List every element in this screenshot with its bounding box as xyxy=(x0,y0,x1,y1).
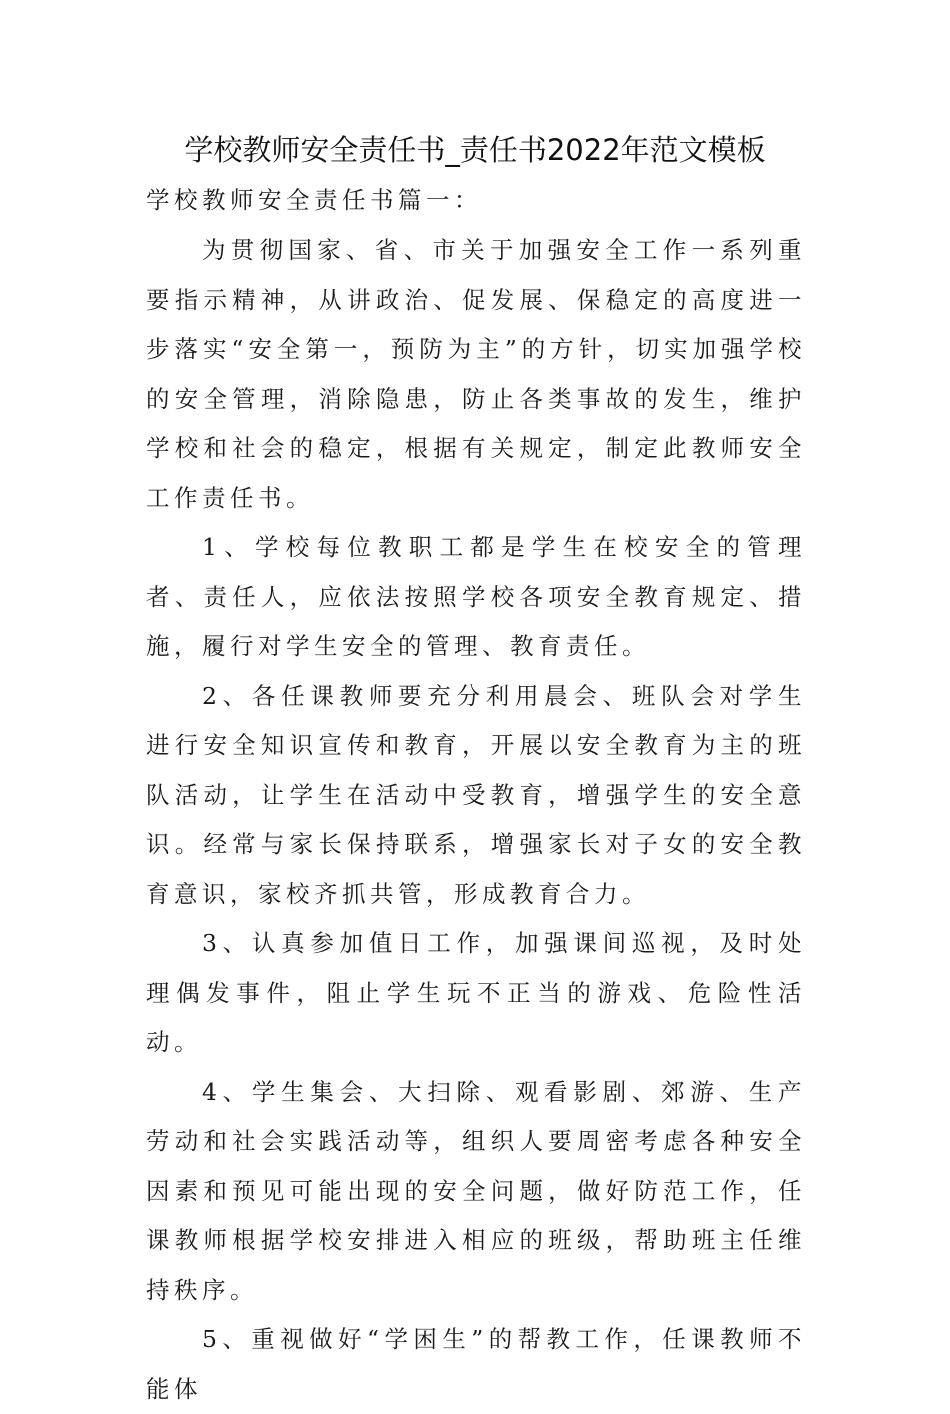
document-title: 学校教师安全责任书_责任书2022年范文模板 xyxy=(184,133,766,167)
clause-2-paragraph: 2、各任课教师要充分利用晨会、班队会对学生进行安全知识宣传和教育，开展以安全教育为主的班队活动，让学生在活动中受教育，增强学生的安全意识。经常与家长保持联系，增强家长对子女的安全教育意识，家校齐抓共管，形成教育合力。 xyxy=(146,681,806,908)
clause-4-paragraph: 4、学生集会、大扫除、观看影剧、郊游、生产劳动和社会实践活动等，组织人要周密考虑各种安全因素和预见可能出现的安全问题，做好防范工作，任课教师根据学校安排进入相应的班级，帮助班主任维持秩序。 xyxy=(146,1077,806,1304)
section-subheading: 学校教师安全责任书篇一： xyxy=(146,186,482,214)
document-body xyxy=(146,226,806,1414)
clause-3-paragraph: 3、认真参加值日工作，加强课间巡视，及时处理偶发事件，阻止学生玩不正当的游戏、危险性活动。 xyxy=(146,929,806,1056)
clause-1-paragraph: 1、学校每位教职工都是学生在校安全的管理者、责任人，应依法按照学校各项安全教育规定、措施，履行对学生安全的管理、教育责任。 xyxy=(146,533,806,660)
clause-5-paragraph: 5、重视做好“学困生”的帮教工作，任课教师不能体 xyxy=(146,1325,806,1403)
intro-paragraph: 为贯彻国家、省、市关于加强安全工作一系列重要指示精神，从讲政治、促发展、保稳定的高度进一步落实“安全第一，预防为主”的方针，切实加强学校的安全管理，消除隐患，防止各类事故的发生，维护学校和社会的稳定，根据有关规定，制定此教师安全工作责任书。 xyxy=(146,236,806,512)
